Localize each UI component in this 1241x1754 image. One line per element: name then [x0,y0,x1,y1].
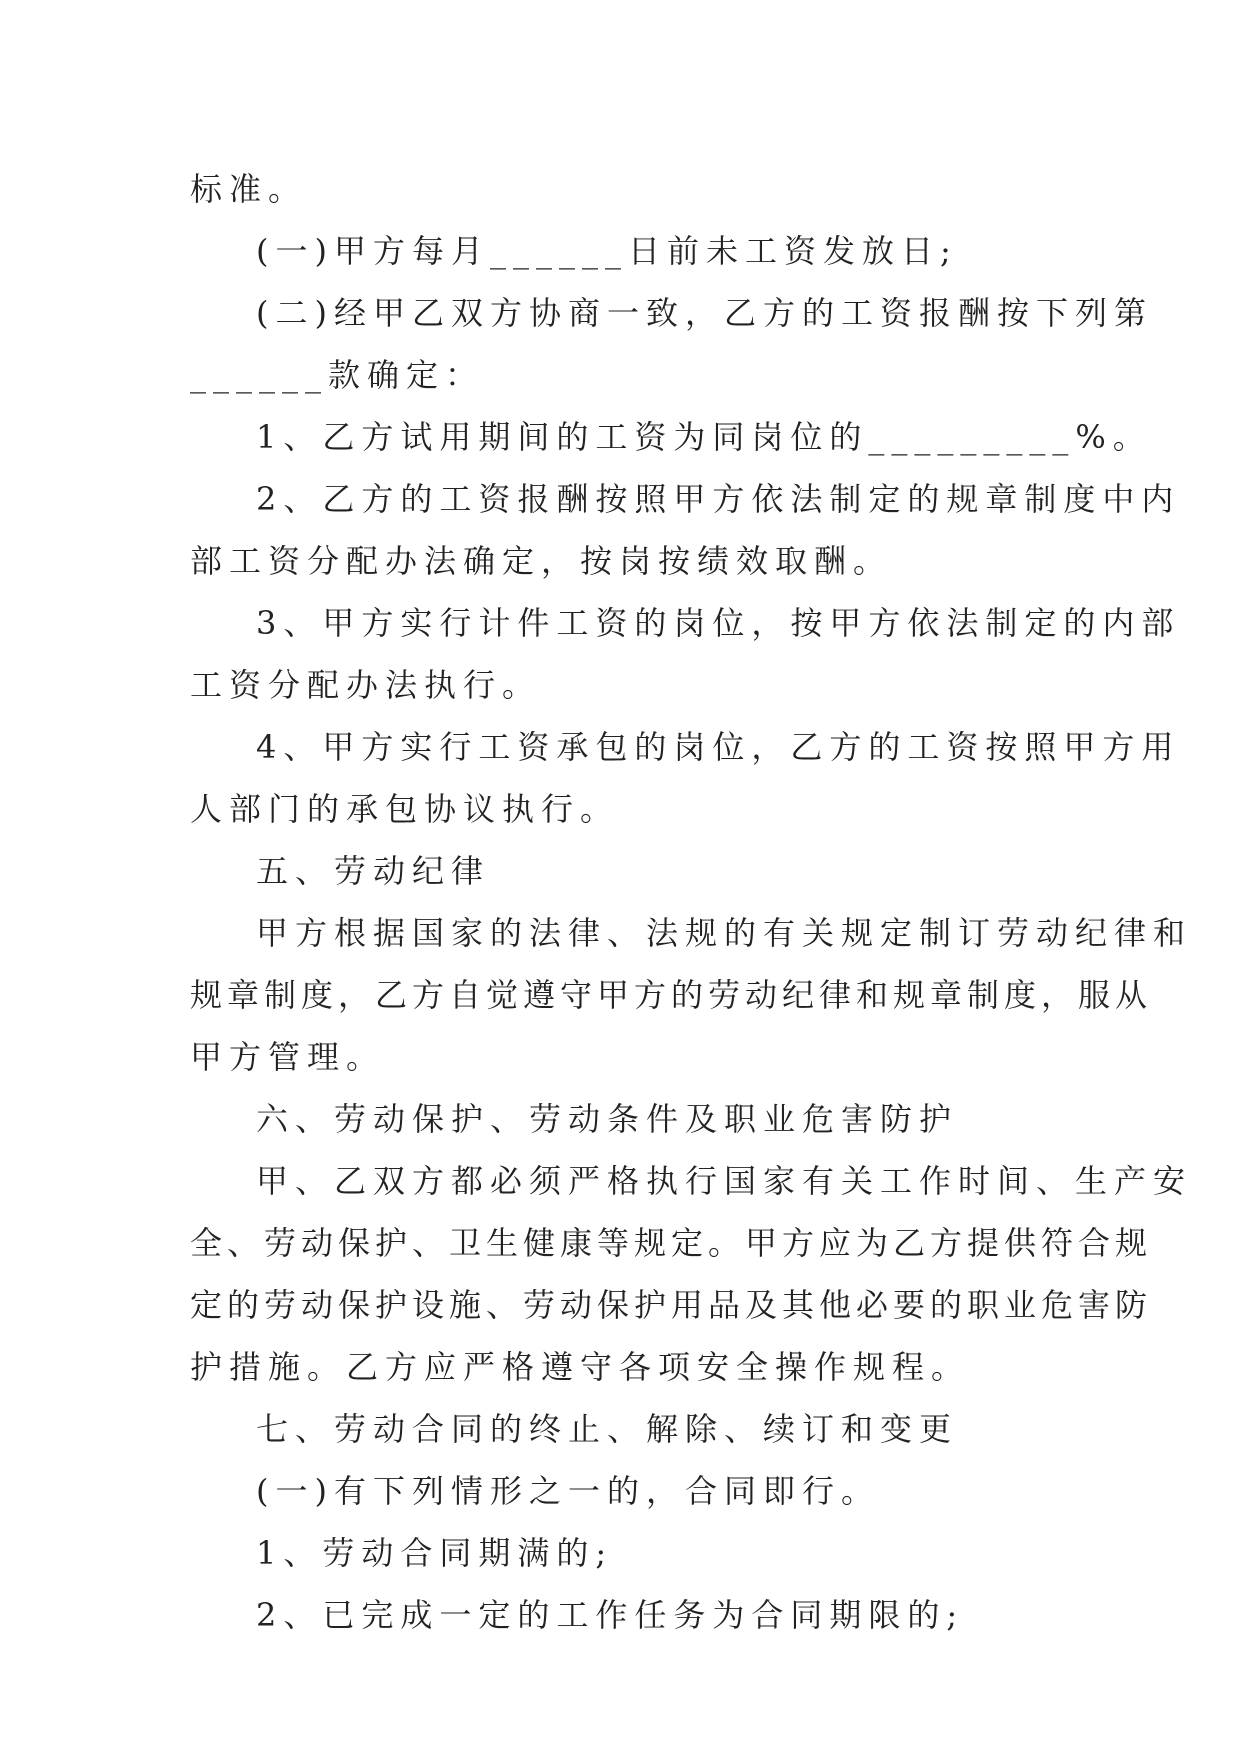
paragraph-line: 2、已完成一定的工作任务为合同期限的; [256,1596,965,1634]
paragraph-line: 2、乙方的工资报酬按照甲方依法制定的规章制度中内 [256,480,1181,518]
paragraph-line: 甲、乙双方都必须严格执行国家有关工作时间、生产安 [256,1162,1193,1200]
paragraph-line: 标准。 [190,170,308,208]
section-heading: 六、劳动保护、劳动条件及职业危害防护 [256,1100,959,1138]
paragraph-line: 规章制度，乙方自觉遵守甲方的劳动纪律和规章制度，服从 [190,976,1153,1014]
paragraph-line: 甲方管理。 [190,1038,386,1076]
paragraph-line: ______款确定： [190,356,485,394]
paragraph-line: 甲方根据国家的法律、法规的有关规定制订劳动纪律和 [256,914,1193,952]
paragraph-line: 1、劳动合同期满的; [256,1534,614,1572]
paragraph-line: 3、甲方实行计件工资的岗位，按甲方依法制定的内部 [256,604,1181,642]
section-heading: 七、劳动合同的终止、解除、续订和变更 [256,1410,959,1448]
paragraph-line: (二)经甲乙双方协商一致，乙方的工资报酬按下列第 [256,294,1153,332]
paragraph-line: 工资分配办法执行。 [190,666,542,704]
paragraph-line: 人部门的承包协议执行。 [190,790,620,828]
document-body [190,158,1193,1646]
paragraph-line: 全、劳动保护、卫生健康等规定。甲方应为乙方提供符合规 [190,1224,1153,1262]
paragraph-line: 护措施。乙方应严格遵守各项安全操作规程。 [190,1348,971,1386]
paragraph-line: 定的劳动保护设施、劳动保护用品及其他必要的职业危害防 [190,1286,1153,1324]
paragraph-line: (一)甲方每月______日前未工资发放日; [256,232,958,270]
section-heading: 五、劳动纪律 [256,852,491,890]
paragraph-line: 部工资分配办法确定，按岗按绩效取酬。 [190,542,893,580]
paragraph-line: (一)有下列情形之一的，合同即行。 [256,1472,880,1510]
paragraph-line: 1、乙方试用期间的工资为同岗位的_________%。 [256,418,1152,456]
paragraph-line: 4、甲方实行工资承包的岗位，乙方的工资按照甲方用 [256,728,1181,766]
